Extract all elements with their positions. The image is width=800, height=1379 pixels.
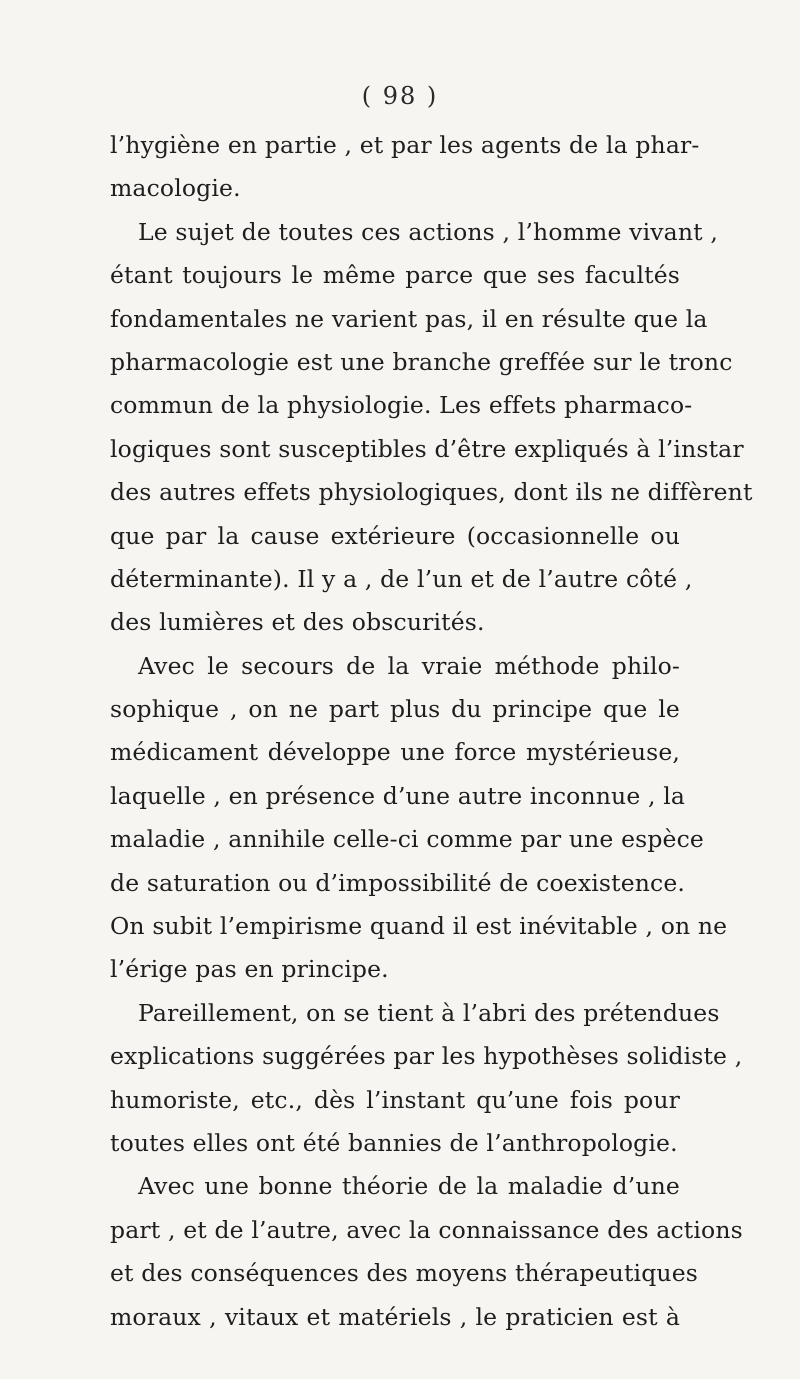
text-line: On subit l’empirisme quand il est inévitable , on ne: [110, 912, 728, 941]
text-line: l’hygiène en partie , et par les agents de la phar-: [110, 131, 700, 159]
text-line: de saturation ou d’impossibilité de coexistence.: [110, 868, 686, 897]
text-line: maladie , annihile celle-ci comme par une espèce: [110, 825, 704, 854]
text-line: l’érige pas en principe.: [110, 955, 389, 984]
text-line: des autres effets physiologiques, dont ils ne diffèrent: [110, 478, 753, 507]
text-line: des lumières et des obscurités.: [110, 608, 485, 637]
text-line: et des conséquences des moyens thérapeutiques: [110, 1259, 698, 1288]
text-line: Pareillement, on se tient à l’abri des prétendues: [138, 998, 720, 1027]
text-line: commun de la physiologie. Les effets pharmaco-: [110, 391, 693, 420]
text-line: étant toujours le même parce que ses facultés: [110, 261, 680, 290]
text-line: explications suggérées par les hypothèses solidiste ,: [110, 1042, 743, 1071]
body-text: [110, 124, 753, 1339]
text-line: Le sujet de toutes ces actions , l’homme vivant ,: [138, 217, 718, 246]
text-line: part , et de l’autre, avec la connaissance des actions: [110, 1215, 743, 1244]
text-line: macologie.: [110, 174, 241, 203]
text-line: médicament développe une force mystérieuse,: [110, 738, 680, 767]
text-line: laquelle , en présence d’une autre inconnue , la: [110, 781, 686, 810]
text-line: pharmacologie est une branche greffée sur le tronc: [110, 347, 733, 376]
text-line: Avec le secours de la vraie méthode philo-: [138, 651, 680, 680]
text-line: toutes elles ont été bannies de l’anthropologie.: [110, 1128, 678, 1157]
text-line: humoriste, etc., dès l’instant qu’une fois pour: [110, 1085, 680, 1114]
page-number: ( 98 ): [361, 82, 439, 110]
text-line: que par la cause extérieure (occasionnelle ou: [110, 521, 680, 550]
text-line: logiques sont susceptibles d’être expliqués à l’instar: [110, 434, 744, 463]
text-line: moraux , vitaux et matériels , le praticien est à: [110, 1302, 680, 1331]
text-line: fondamentales ne varient pas, il en résulte que la: [110, 304, 708, 333]
text-line: déterminante). Il y a , de l’un et de l’autre côté ,: [110, 564, 693, 593]
text-line: Avec une bonne théorie de la maladie d’une: [138, 1172, 680, 1201]
text-line: sophique , on ne part plus du principe que le: [110, 695, 680, 724]
